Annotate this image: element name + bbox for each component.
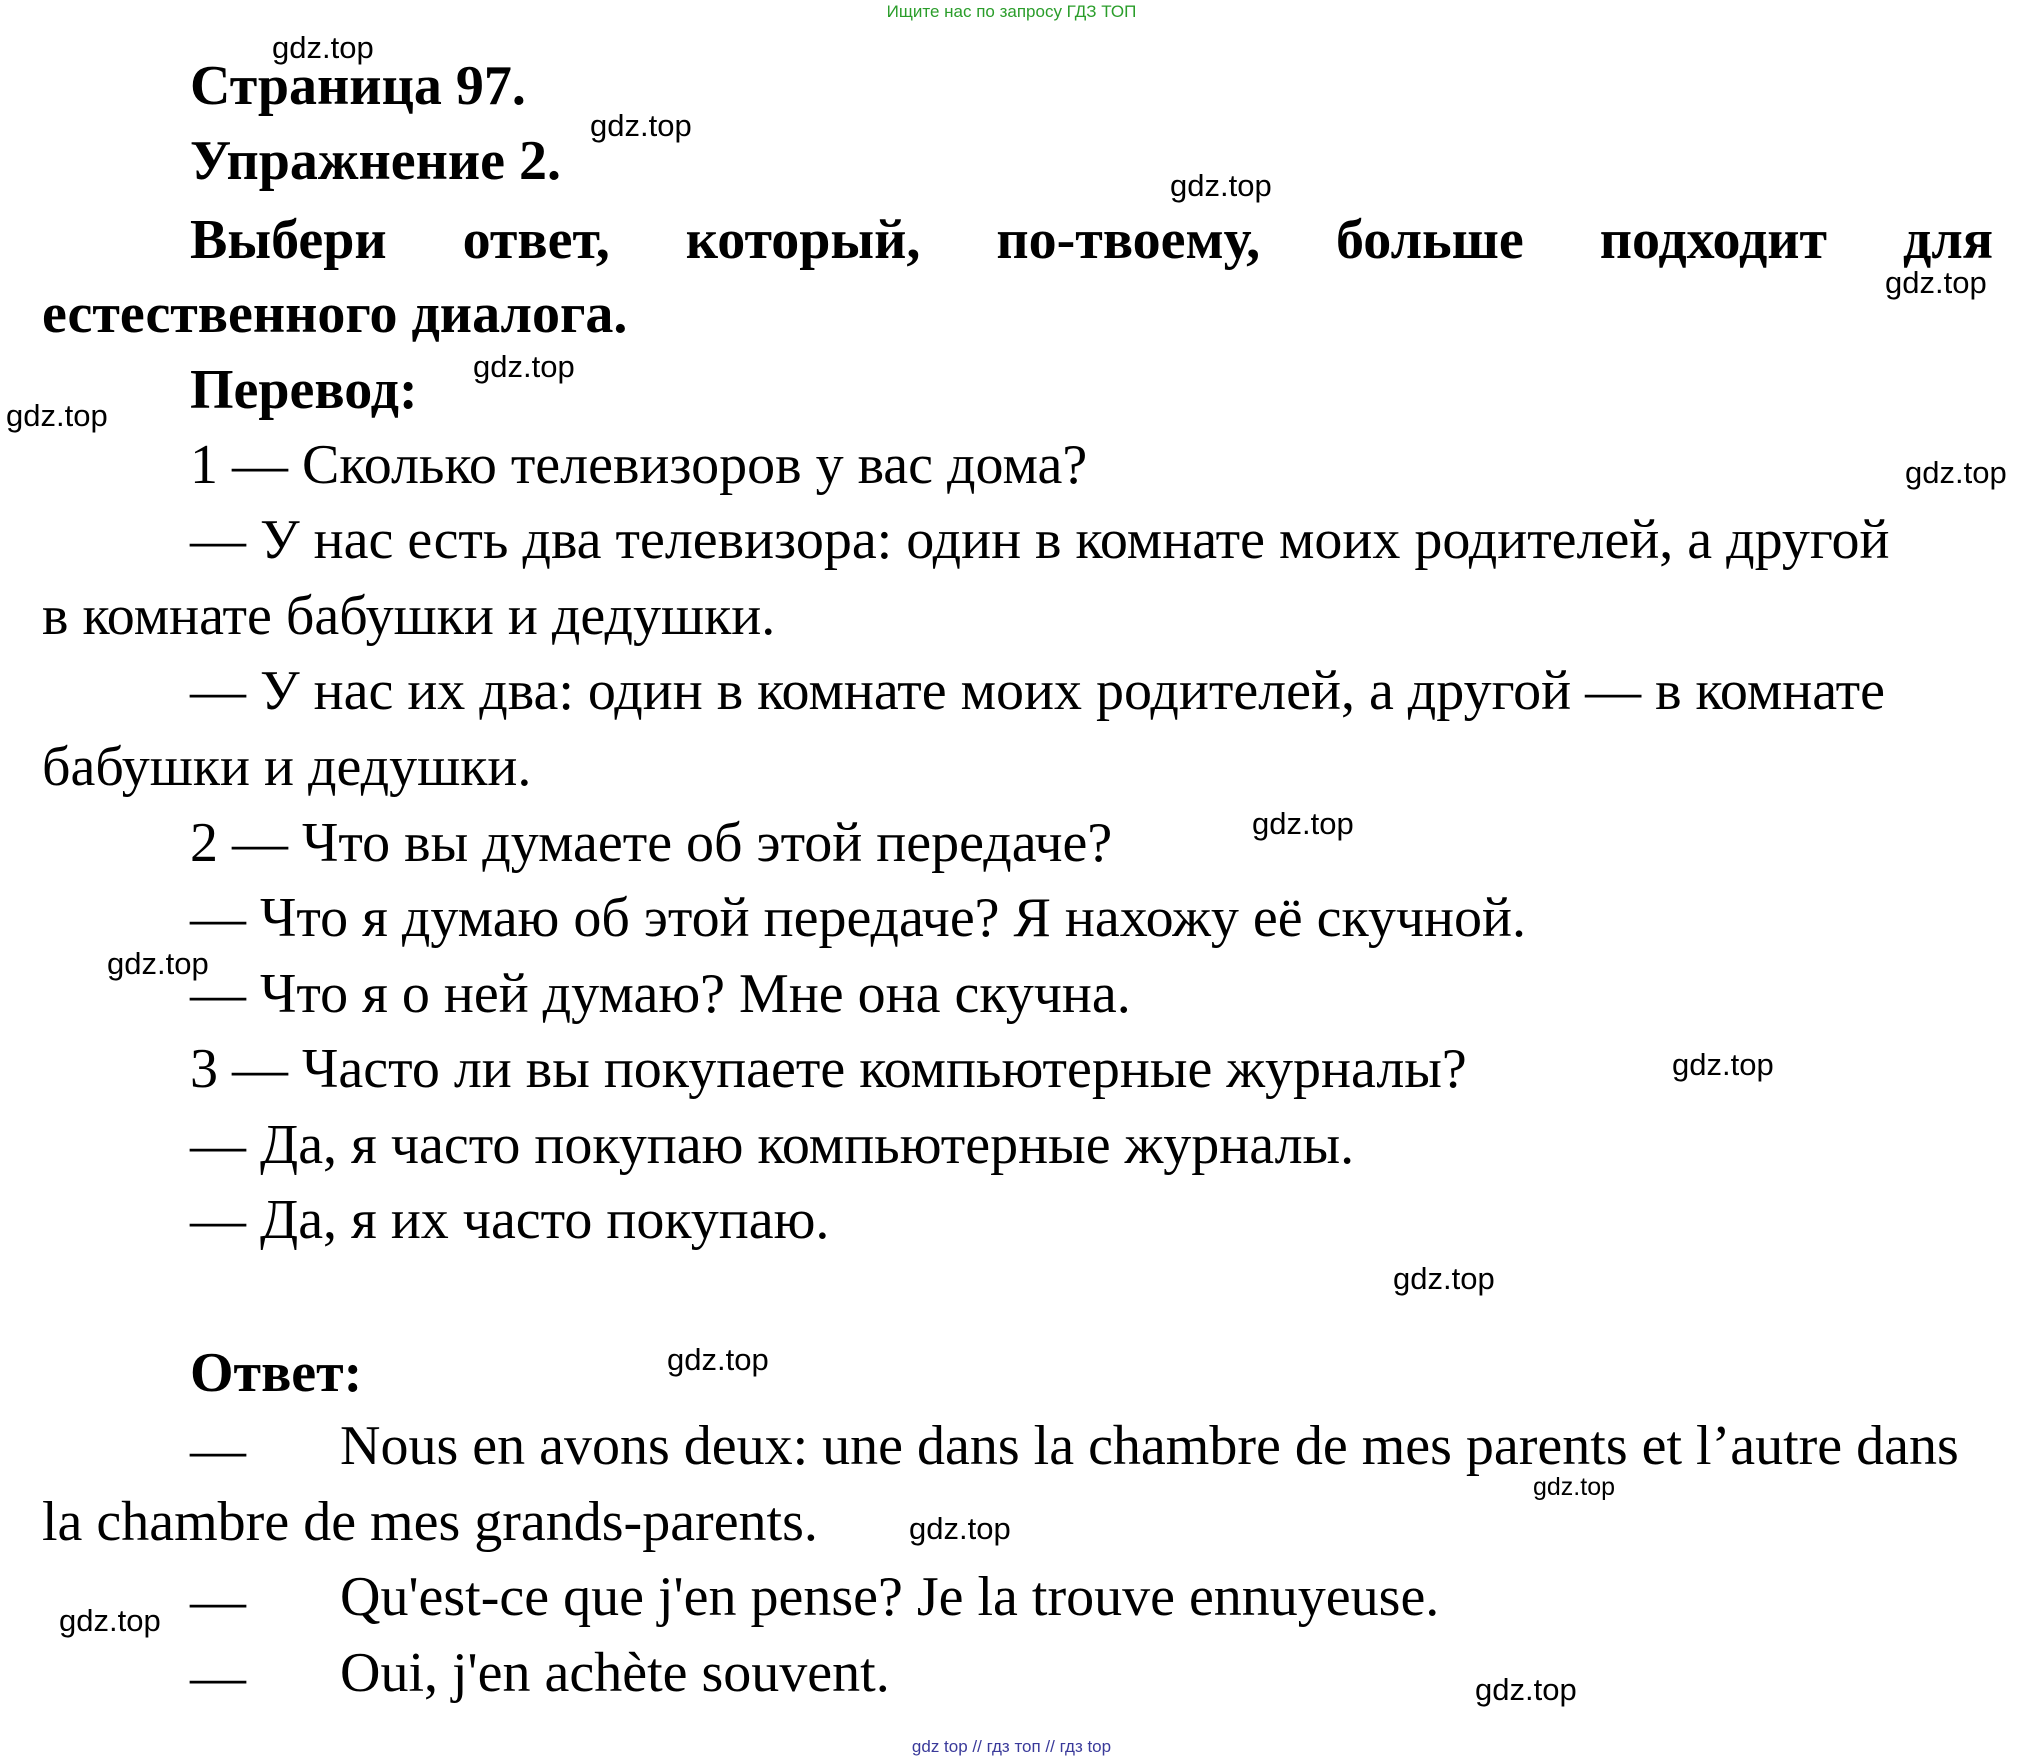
watermark: gdz.top <box>1170 168 1272 203</box>
watermark: gdz.top <box>667 1342 769 1377</box>
top-banner: Ищите нас по запросу ГДЗ ТОП <box>886 2 1137 21</box>
task-word: ответ, <box>462 209 610 271</box>
answer-line: Nous en avons deux: une dans la chambre de mes parents et l’autre dans <box>340 1415 1959 1477</box>
watermark: gdz.top <box>1533 1473 1616 1501</box>
watermark: gdz.top <box>473 349 575 384</box>
translation-line: — У нас есть два телевизора: один в комнате моих родителей, а другой <box>190 509 1890 571</box>
answer-line: Oui, j'en achète souvent. <box>340 1642 890 1704</box>
translation-line: — У нас их два: один в комнате моих родителей, а другой — в комнате <box>190 660 1885 722</box>
watermark: gdz.top <box>1672 1047 1774 1082</box>
task-word: для <box>1903 209 1994 271</box>
translation-line: — Да, я часто покупаю компьютерные журналы. <box>190 1114 1355 1176</box>
task-word: больше <box>1336 209 1524 271</box>
translation-line: — Да, я их часто покупаю. <box>190 1189 830 1251</box>
answer-dash: — <box>190 1646 246 1708</box>
answer-dash: — <box>190 1419 246 1481</box>
page-title: Страница 97. <box>190 55 526 117</box>
translation-line: — Что я о ней думаю? Мне она скучна. <box>190 963 1131 1025</box>
answer-dash: — <box>190 1570 246 1632</box>
answer-line: Qu'est-ce que j'en pense? Je la trouve ennuyeuse. <box>340 1566 1440 1628</box>
bottom-banner: gdz top // гдз топ // гдз top <box>911 1737 1112 1756</box>
watermark: gdz.top <box>909 1511 1011 1546</box>
translation-label: Перевод: <box>190 359 418 421</box>
translation-line: бабушки и дедушки. <box>42 736 532 798</box>
task-word: который, <box>685 209 921 271</box>
task-line-1 <box>190 208 1993 272</box>
translation-line: — Что я думаю об этой передаче? Я нахожу её скучной. <box>190 887 1526 949</box>
task-line-2: естественного диалога. <box>42 283 628 345</box>
watermark: gdz.top <box>1475 1672 1577 1707</box>
watermark: gdz.top <box>59 1603 161 1638</box>
translation-line: 3 — Часто ли вы покупаете компьютерные журналы? <box>190 1038 1467 1100</box>
task-word: подходит <box>1599 209 1828 271</box>
watermark: gdz.top <box>6 398 108 433</box>
task-word: по-твоему, <box>996 209 1261 271</box>
translation-line: в комнате бабушки и дедушки. <box>42 585 776 647</box>
answer-label: Ответ: <box>190 1342 363 1404</box>
watermark: gdz.top <box>1393 1261 1495 1296</box>
watermark: gdz.top <box>272 30 374 65</box>
watermark: gdz.top <box>107 946 209 981</box>
exercise-title: Упражнение 2. <box>190 130 562 192</box>
translation-line: 1 — Сколько телевизоров у вас дома? <box>190 434 1088 496</box>
translation-line: 2 — Что вы думаете об этой передаче? <box>190 812 1113 874</box>
watermark: gdz.top <box>1885 265 1987 300</box>
answer-line: la chambre de mes grands-parents. <box>42 1491 818 1553</box>
task-word: Выбери <box>190 209 387 271</box>
watermark: gdz.top <box>590 108 692 143</box>
watermark: gdz.top <box>1905 455 2007 490</box>
watermark: gdz.top <box>1252 806 1354 841</box>
